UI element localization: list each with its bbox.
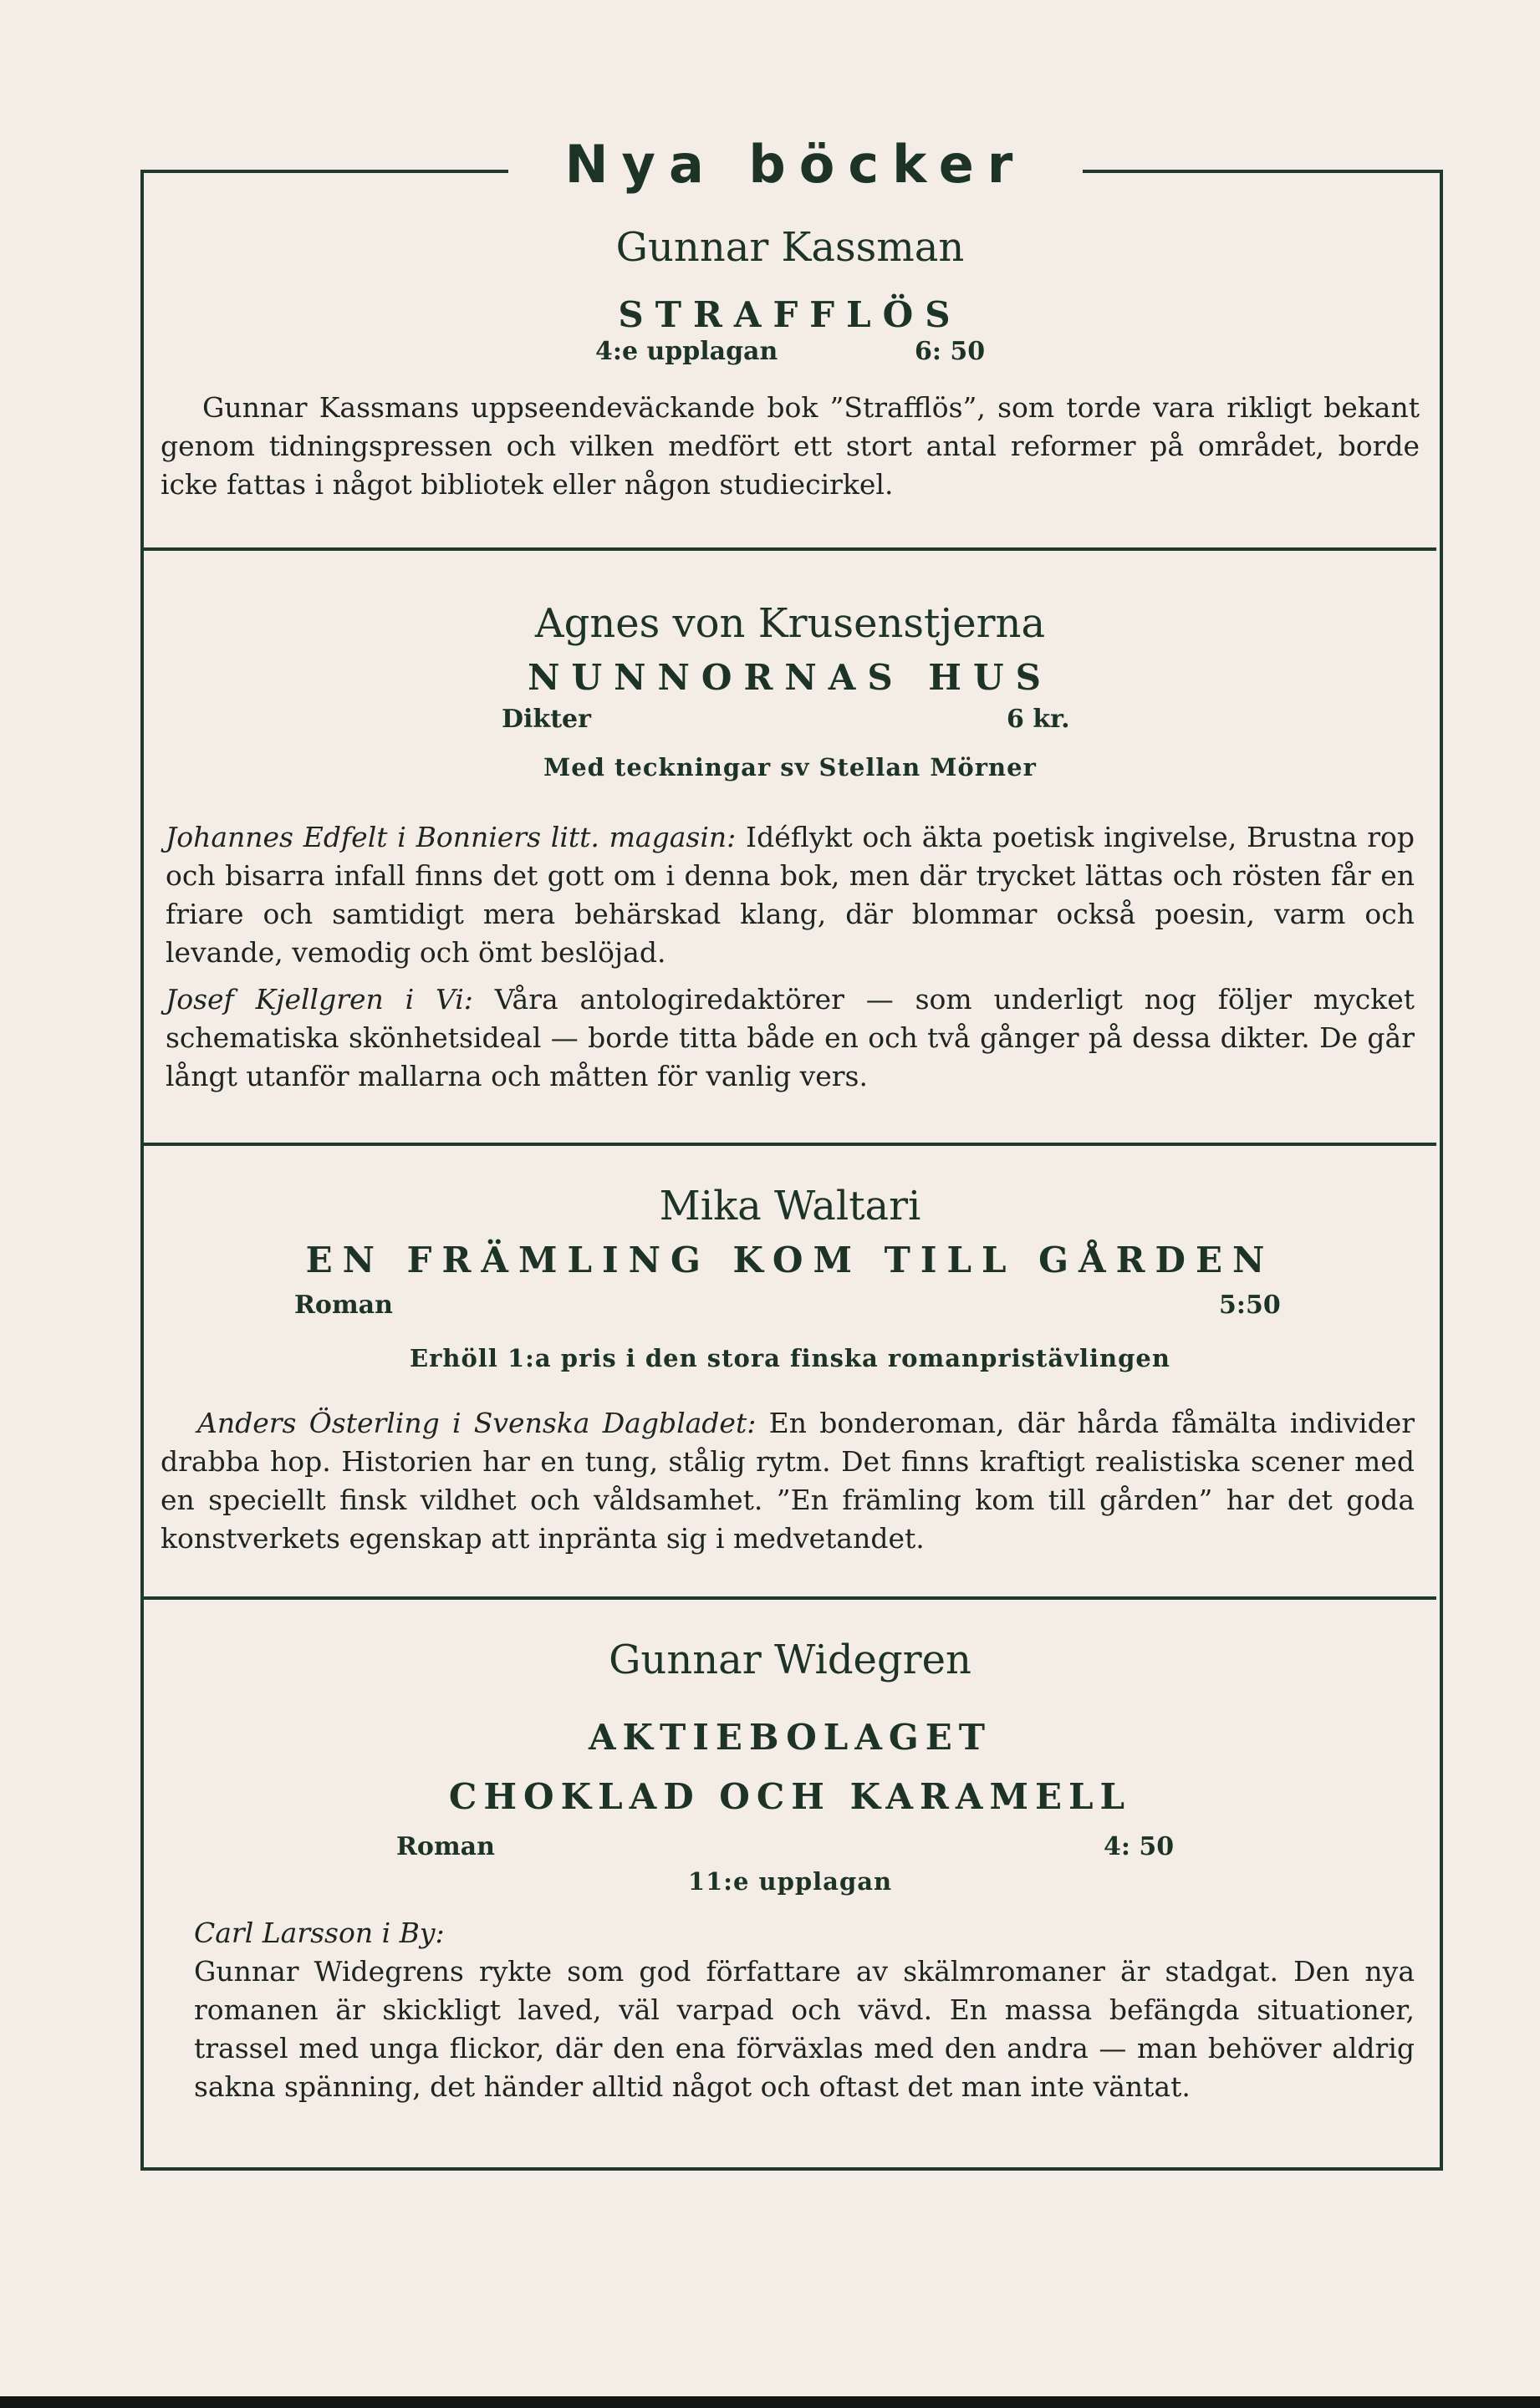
book-entry-waltari: [144, 1183, 1436, 1558]
book-genre: Dikter: [502, 705, 591, 734]
review-text: En bonderoman, där hårda fåmälta individer drabba hop. Historien har en tung, stålig rytm. Det finns kraftigt realistiska scener med en speciellt finsk vildhet och våldsamhet. ”En främling kom till gården” har det goda konstverkets egenskap att inpränta sig i medvetandet.: [161, 1407, 1415, 1555]
book-author: Gunnar Widegren: [609, 1637, 971, 1683]
review-source: Carl Larsson i By:: [194, 1917, 445, 1949]
review-source: Josef Kjellgren i Vi:: [166, 983, 473, 1016]
book-price: 6: 50: [915, 337, 986, 366]
book-genre: Roman: [396, 1832, 495, 1861]
section-divider: [144, 547, 1436, 551]
review-source: Anders Österling i Svenska Dagbladet:: [197, 1407, 757, 1439]
review-text: Gunnar Kassmans uppseendeväckande bok ”Strafflös”, som torde vara rikligt bekant genom tidningspressen och vilken medfört ett stort antal reformer på området, borde icke fattas i något bibliotek eller någon studiecirkel.: [161, 391, 1420, 501]
book-genre: Roman: [294, 1291, 393, 1320]
book-reviews: [194, 1914, 1415, 2106]
book-title-line2: CHOKLAD OCH KARAMELL: [448, 1776, 1132, 1817]
review-text: Idéflykt och äkta poetisk ingivelse, Brustna rop och bisarra infall finns det gott om i denna bok, men där trycket lättas och rösten får en friare och samtidigt mera behärskad klang, där blommar också poesin, varm och levande, vemodig och ömt beslöjad.: [166, 821, 1415, 969]
section-divider: [144, 1143, 1436, 1146]
book-entry-krusenstjerna: [144, 600, 1436, 1096]
review-text: Våra antologiredaktörer — som underligt nog följer mycket schematiska skönhetsideal — borde titta både en och två gånger på dessa dikter. De går långt utanför mallarna och måtten för vanlig vers.: [166, 983, 1415, 1092]
section-divider: [144, 1596, 1436, 1600]
book-meta: [144, 337, 1436, 370]
review-paragraph: [166, 818, 1415, 972]
book-edition: 4:e upplagan: [595, 337, 778, 366]
book-reviews: [161, 1404, 1415, 1558]
book-author: Mika Waltari: [659, 1183, 921, 1229]
review-text: Gunnar Widegrens rykte som god författare av skälmromaner är stadgat. Den nya romanen är skickligt laved, väl varpad och vävd. En massa befängda situationer, trassel med unga flickor, där den ena förväxlas med den andra — man behöver aldrig sakna spänning, det händer alltid något och oftast det man inte väntat.: [194, 1955, 1415, 2103]
book-price: 4: 50: [1104, 1832, 1175, 1861]
book-entry-widegren: [144, 1637, 1436, 2106]
book-author: Agnes von Krusenstjerna: [534, 600, 1046, 647]
book-title: STRAFFLÖS: [618, 294, 962, 335]
review-paragraph: [166, 980, 1415, 1096]
book-author: Gunnar Kassman: [615, 224, 965, 271]
book-title: AKTIEBOLAGET: [588, 1717, 992, 1758]
book-note: Erhöll 1:a pris i den stora finska romanpristävlingen: [410, 1344, 1170, 1372]
book-price: 5:50: [1219, 1291, 1281, 1320]
book-title: NUNNORNAS HUS: [528, 657, 1053, 698]
scan-bottom-edge: [0, 2396, 1540, 2408]
book-meta: [144, 1291, 1436, 1324]
book-reviews: [166, 818, 1415, 1096]
book-edition: 11:e upplagan: [687, 1867, 893, 1896]
book-meta: [144, 1832, 1436, 1866]
page-title: Nya böcker: [564, 134, 1027, 195]
review-paragraph: [194, 1952, 1415, 2106]
review-paragraph: [161, 1404, 1415, 1558]
book-description: [161, 389, 1420, 504]
book-price: 6 kr.: [1007, 705, 1070, 734]
book-meta: [144, 705, 1436, 738]
book-note: Med teckningar sv Stellan Mörner: [543, 753, 1037, 781]
book-title: EN FRÄMLING KOM TILL GÅRDEN: [305, 1240, 1275, 1280]
book-paragraph: [161, 389, 1420, 504]
book-entry-kassman: [144, 224, 1436, 504]
review-source: Johannes Edfelt i Bonniers litt. magasin:: [166, 821, 737, 853]
